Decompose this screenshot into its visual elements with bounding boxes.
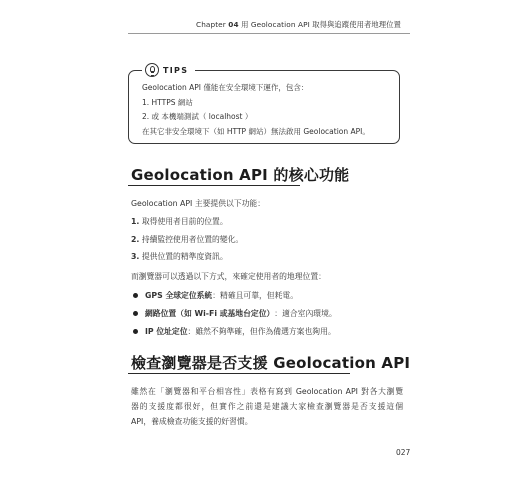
list-item xyxy=(131,251,228,262)
chapter-title: 用 Geolocation API 取得與追蹤使用者地理位置 xyxy=(241,20,401,29)
list-item xyxy=(131,216,228,227)
tips-badge xyxy=(142,61,195,79)
list-item-number: 1. xyxy=(131,217,140,226)
list-item-number: 3. xyxy=(131,252,140,261)
bullet-text: ：精確且可靠，但耗電。 xyxy=(212,291,298,300)
bullet-text: ：適合室內環境。 xyxy=(274,309,337,318)
tips-label: TIPS xyxy=(163,65,189,75)
tips-line: 2. 或 本機端測試（ localhost ） xyxy=(142,112,253,121)
bullet-icon xyxy=(133,293,138,298)
list-item-text: 持續監控使用者位置的變化。 xyxy=(139,235,244,244)
list-item-number: 2. xyxy=(131,235,140,244)
lightbulb-icon xyxy=(145,63,159,77)
tips-line: 在其它非安全環境下（如 HTTP 網站）無法啟用 Geolocation API。 xyxy=(142,127,370,136)
heading-underline xyxy=(128,373,350,374)
bullet-item xyxy=(131,290,298,301)
section-intro: Geolocation API 主要提供以下功能： xyxy=(131,199,266,208)
tips-line: Geolocation API 僅能在安全環境下運作，包含： xyxy=(142,83,309,92)
section-heading-browser-support: 檢查瀏覽器是否支援 Geolocation API xyxy=(131,354,411,372)
page-number: 027 xyxy=(396,448,411,457)
bullet-icon xyxy=(133,311,138,316)
list-item-text: 取得使用者目前的位置。 xyxy=(139,217,228,226)
running-header xyxy=(196,20,416,30)
tips-line: 1. HTTPS 網站 xyxy=(142,98,193,107)
body-line: API，養成檢查功能支援的好習慣。 xyxy=(131,417,253,426)
list-item xyxy=(131,234,243,245)
body-line: 器的支援度都很好，但實作之前還是建議大家檢查瀏覽器是否支援這個 xyxy=(131,402,403,411)
bullet-term: GPS 全球定位系統 xyxy=(145,291,213,300)
chapter-word: Chapter xyxy=(196,20,226,29)
methods-intro: 而瀏覽器可以透過以下方式，來確定使用者的地理位置： xyxy=(131,272,326,281)
heading-underline xyxy=(128,185,300,186)
bullet-term: 網路位置（如 Wi-Fi 或基地台定位） xyxy=(145,309,275,318)
bullet-text: ：雖然不夠準確，但作為備選方案也夠用。 xyxy=(187,327,336,336)
bullet-icon xyxy=(133,329,138,334)
section-heading-core-features: Geolocation API 的核心功能 xyxy=(131,166,350,184)
bullet-item xyxy=(131,308,337,319)
bullet-item xyxy=(131,326,336,337)
chapter-number: 04 xyxy=(228,20,239,29)
bullet-term: IP 位址定位 xyxy=(145,327,188,336)
header-rule xyxy=(128,33,410,34)
list-item-text: 提供位置的精準度資訊。 xyxy=(139,252,228,261)
body-line: 雖然在「瀏覽器和平台相容性」表格有寫到 Geolocation API 對各大瀏覽 xyxy=(131,387,403,396)
